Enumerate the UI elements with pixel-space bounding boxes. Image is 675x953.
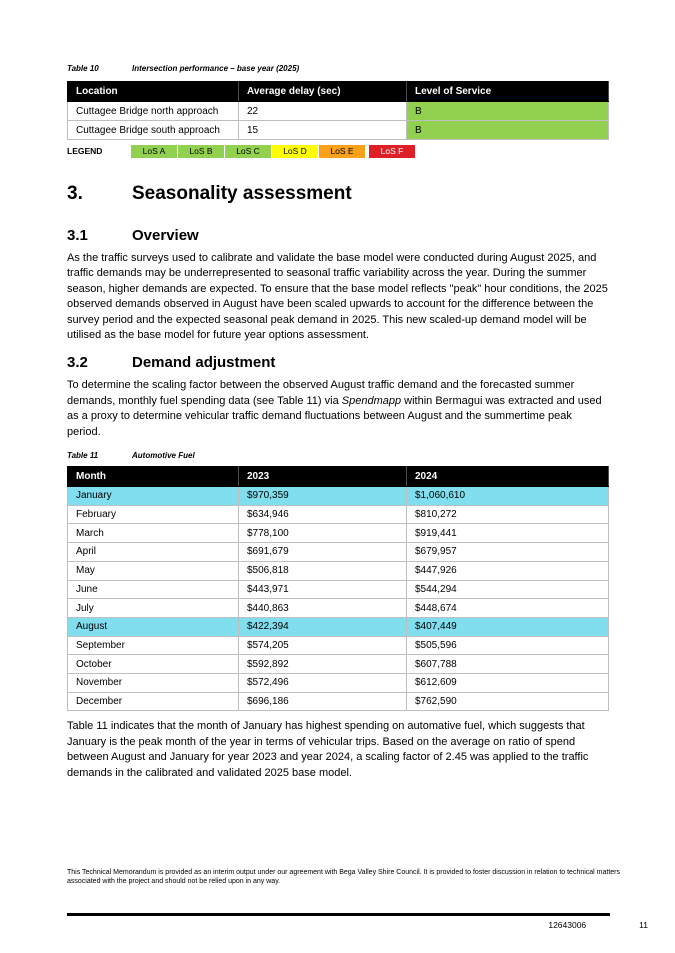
month-cell: November xyxy=(68,673,239,692)
demand-paragraph-post: within Bermagui was extracted and used as a proxy to determine vehicular traffic demand fluctuations between August and the summertime peak period. xyxy=(67,394,602,438)
month-cell: March xyxy=(68,524,239,543)
spend-2024-cell: $448,674 xyxy=(407,599,609,618)
los-legend-item: LoS C xyxy=(225,145,271,158)
spend-2023-cell: $778,100 xyxy=(239,524,407,543)
los-legend-item: LoS D xyxy=(272,145,318,158)
spendmapp-italic: Spendmapp xyxy=(341,394,402,407)
table-11-caption-label: Table 11 xyxy=(67,451,99,461)
section-3-1-title: Overview xyxy=(132,227,199,244)
spend-2024-cell: $447,926 xyxy=(407,561,609,580)
section-3-heading xyxy=(67,182,608,206)
table-row xyxy=(68,121,609,140)
los-legend-item: LoS B xyxy=(178,145,224,158)
footer-rule xyxy=(67,913,610,916)
table-row xyxy=(68,580,609,599)
los-legend-item: LoS A xyxy=(131,145,177,158)
month-cell: April xyxy=(68,543,239,562)
table-row xyxy=(68,617,609,636)
page-content xyxy=(67,64,608,792)
section-3-2-title: Demand adjustment xyxy=(132,354,276,372)
los-legend-item: LoS F xyxy=(369,145,415,158)
month-cell: December xyxy=(68,692,239,711)
demand-paragraph-pre: To determine the scaling factor between the observed August traffic demand and the forecasted summer demands, monthly fuel spending data (see Table 11) via xyxy=(67,379,575,407)
location-cell: Cuttagee Bridge north approach xyxy=(68,102,239,121)
section-3-2-heading xyxy=(67,354,608,372)
table-10-header-delay: Average delay (sec) xyxy=(239,82,407,102)
location-cell: Cuttagee Bridge south approach xyxy=(68,121,239,140)
spend-2023-cell: $506,818 xyxy=(239,561,407,580)
month-cell: May xyxy=(68,561,239,580)
page-footer xyxy=(67,920,648,930)
spend-2024-cell: $612,609 xyxy=(407,673,609,692)
table-10-header-row xyxy=(68,82,609,102)
disclaimer-text: This Technical Memorandum is provided as an interim output under our agreement with Bega Valley Shire Council. It is provided to foster discussion in relation to technical matters associated with the project and should not be relied upon in any way. xyxy=(67,869,621,885)
table-row xyxy=(68,524,609,543)
delay-cell: 22 xyxy=(239,102,407,121)
spend-2023-cell: $691,679 xyxy=(239,543,407,562)
spend-2024-cell: $810,272 xyxy=(407,505,609,524)
table-10-caption xyxy=(67,64,608,73)
document-number: 12643006 xyxy=(548,920,587,930)
table-11-header-2023: 2023 xyxy=(239,467,407,487)
table-11-header-row xyxy=(68,467,609,487)
spend-2023-cell: $572,496 xyxy=(239,673,407,692)
table-10-header-los: Level of Service xyxy=(407,82,609,102)
table-10-header-location: Location xyxy=(68,82,239,102)
table-11-header-2024: 2024 xyxy=(407,467,609,487)
month-cell: June xyxy=(68,580,239,599)
page-number: 11 xyxy=(639,920,648,930)
spend-2024-cell: $919,441 xyxy=(407,524,609,543)
legend-items xyxy=(130,145,415,158)
spend-2023-cell: $574,205 xyxy=(239,636,407,655)
month-cell: February xyxy=(68,505,239,524)
month-cell: August xyxy=(68,617,239,636)
table-row xyxy=(68,487,609,506)
spend-2024-cell: $679,957 xyxy=(407,543,609,562)
table-11-header-month: Month xyxy=(68,467,239,487)
scaling-factor-paragraph: Table 11 indicates that the month of January has highest spending on automative fuel, which suggests that January is the peak month of the year in terms of vehicular trips. Based on the average on ratio of spend between August and January for year 2023 and year 2024, a scaling factor of 2.45 was applied to the traffic demands in the calibrated and validated 2025 base model. xyxy=(67,720,589,779)
table-row xyxy=(68,692,609,711)
section-3-2-number: 3.2 xyxy=(67,354,88,372)
table-11 xyxy=(67,466,609,711)
spend-2023-cell: $443,971 xyxy=(239,580,407,599)
demand-adjustment-paragraph xyxy=(67,378,608,440)
table-row xyxy=(68,505,609,524)
spend-2023-cell: $696,186 xyxy=(239,692,407,711)
table-row xyxy=(68,102,609,121)
table-10-caption-text: Intersection performance – base year (2025) xyxy=(132,64,300,73)
table-row xyxy=(68,543,609,562)
month-cell: January xyxy=(68,487,239,506)
spend-2024-cell: $505,596 xyxy=(407,636,609,655)
table-11-caption-text: Automotive Fuel xyxy=(132,451,195,461)
section-3-number: 3. xyxy=(67,183,83,204)
spend-2023-cell: $634,946 xyxy=(239,505,407,524)
table-row xyxy=(68,599,609,618)
overview-paragraph: As the traffic surveys used to calibrate and validate the base model were conducted during August 2025, and traffic demands may be underrepresented to seasonal traffic variability across the year. During the summer season, higher demands are expected. To ensure that the base model reflects "peak" hour conditions, the 2025 observed demands observed in August have been scaled upwards to account for the difference between the survey period and the expected seasonal peak demand in 2025. This new scaled-up demand model will be utilised as the base model for future year options assessment. xyxy=(67,252,608,342)
los-legend xyxy=(67,144,608,158)
table-row xyxy=(68,636,609,655)
section-3-title: Seasonality assessment xyxy=(132,183,352,204)
legend-label: LEGEND xyxy=(67,146,103,156)
spend-2024-cell: $544,294 xyxy=(407,580,609,599)
spend-2023-cell: $592,892 xyxy=(239,655,407,674)
spend-2024-cell: $607,788 xyxy=(407,655,609,674)
spend-2024-cell: $762,590 xyxy=(407,692,609,711)
month-cell: July xyxy=(68,599,239,618)
delay-cell: 15 xyxy=(239,121,407,140)
table-row xyxy=(68,673,609,692)
month-cell: October xyxy=(68,655,239,674)
los-cell: B xyxy=(407,121,609,140)
section-3-1-heading xyxy=(67,227,608,245)
spend-2023-cell: $422,394 xyxy=(239,617,407,636)
section-3-1-number: 3.1 xyxy=(67,227,88,244)
spend-2023-cell: $970,359 xyxy=(239,487,407,506)
table-row xyxy=(68,561,609,580)
table-10-caption-label: Table 10 xyxy=(67,64,99,73)
table-10 xyxy=(67,81,609,140)
los-cell: B xyxy=(407,102,609,121)
spend-2024-cell: $1,060,610 xyxy=(407,487,609,506)
los-legend-item: LoS E xyxy=(319,145,365,158)
table-row xyxy=(68,655,609,674)
spend-2023-cell: $440,863 xyxy=(239,599,407,618)
table-11-caption xyxy=(67,451,608,460)
month-cell: September xyxy=(68,636,239,655)
spend-2024-cell: $407,449 xyxy=(407,617,609,636)
